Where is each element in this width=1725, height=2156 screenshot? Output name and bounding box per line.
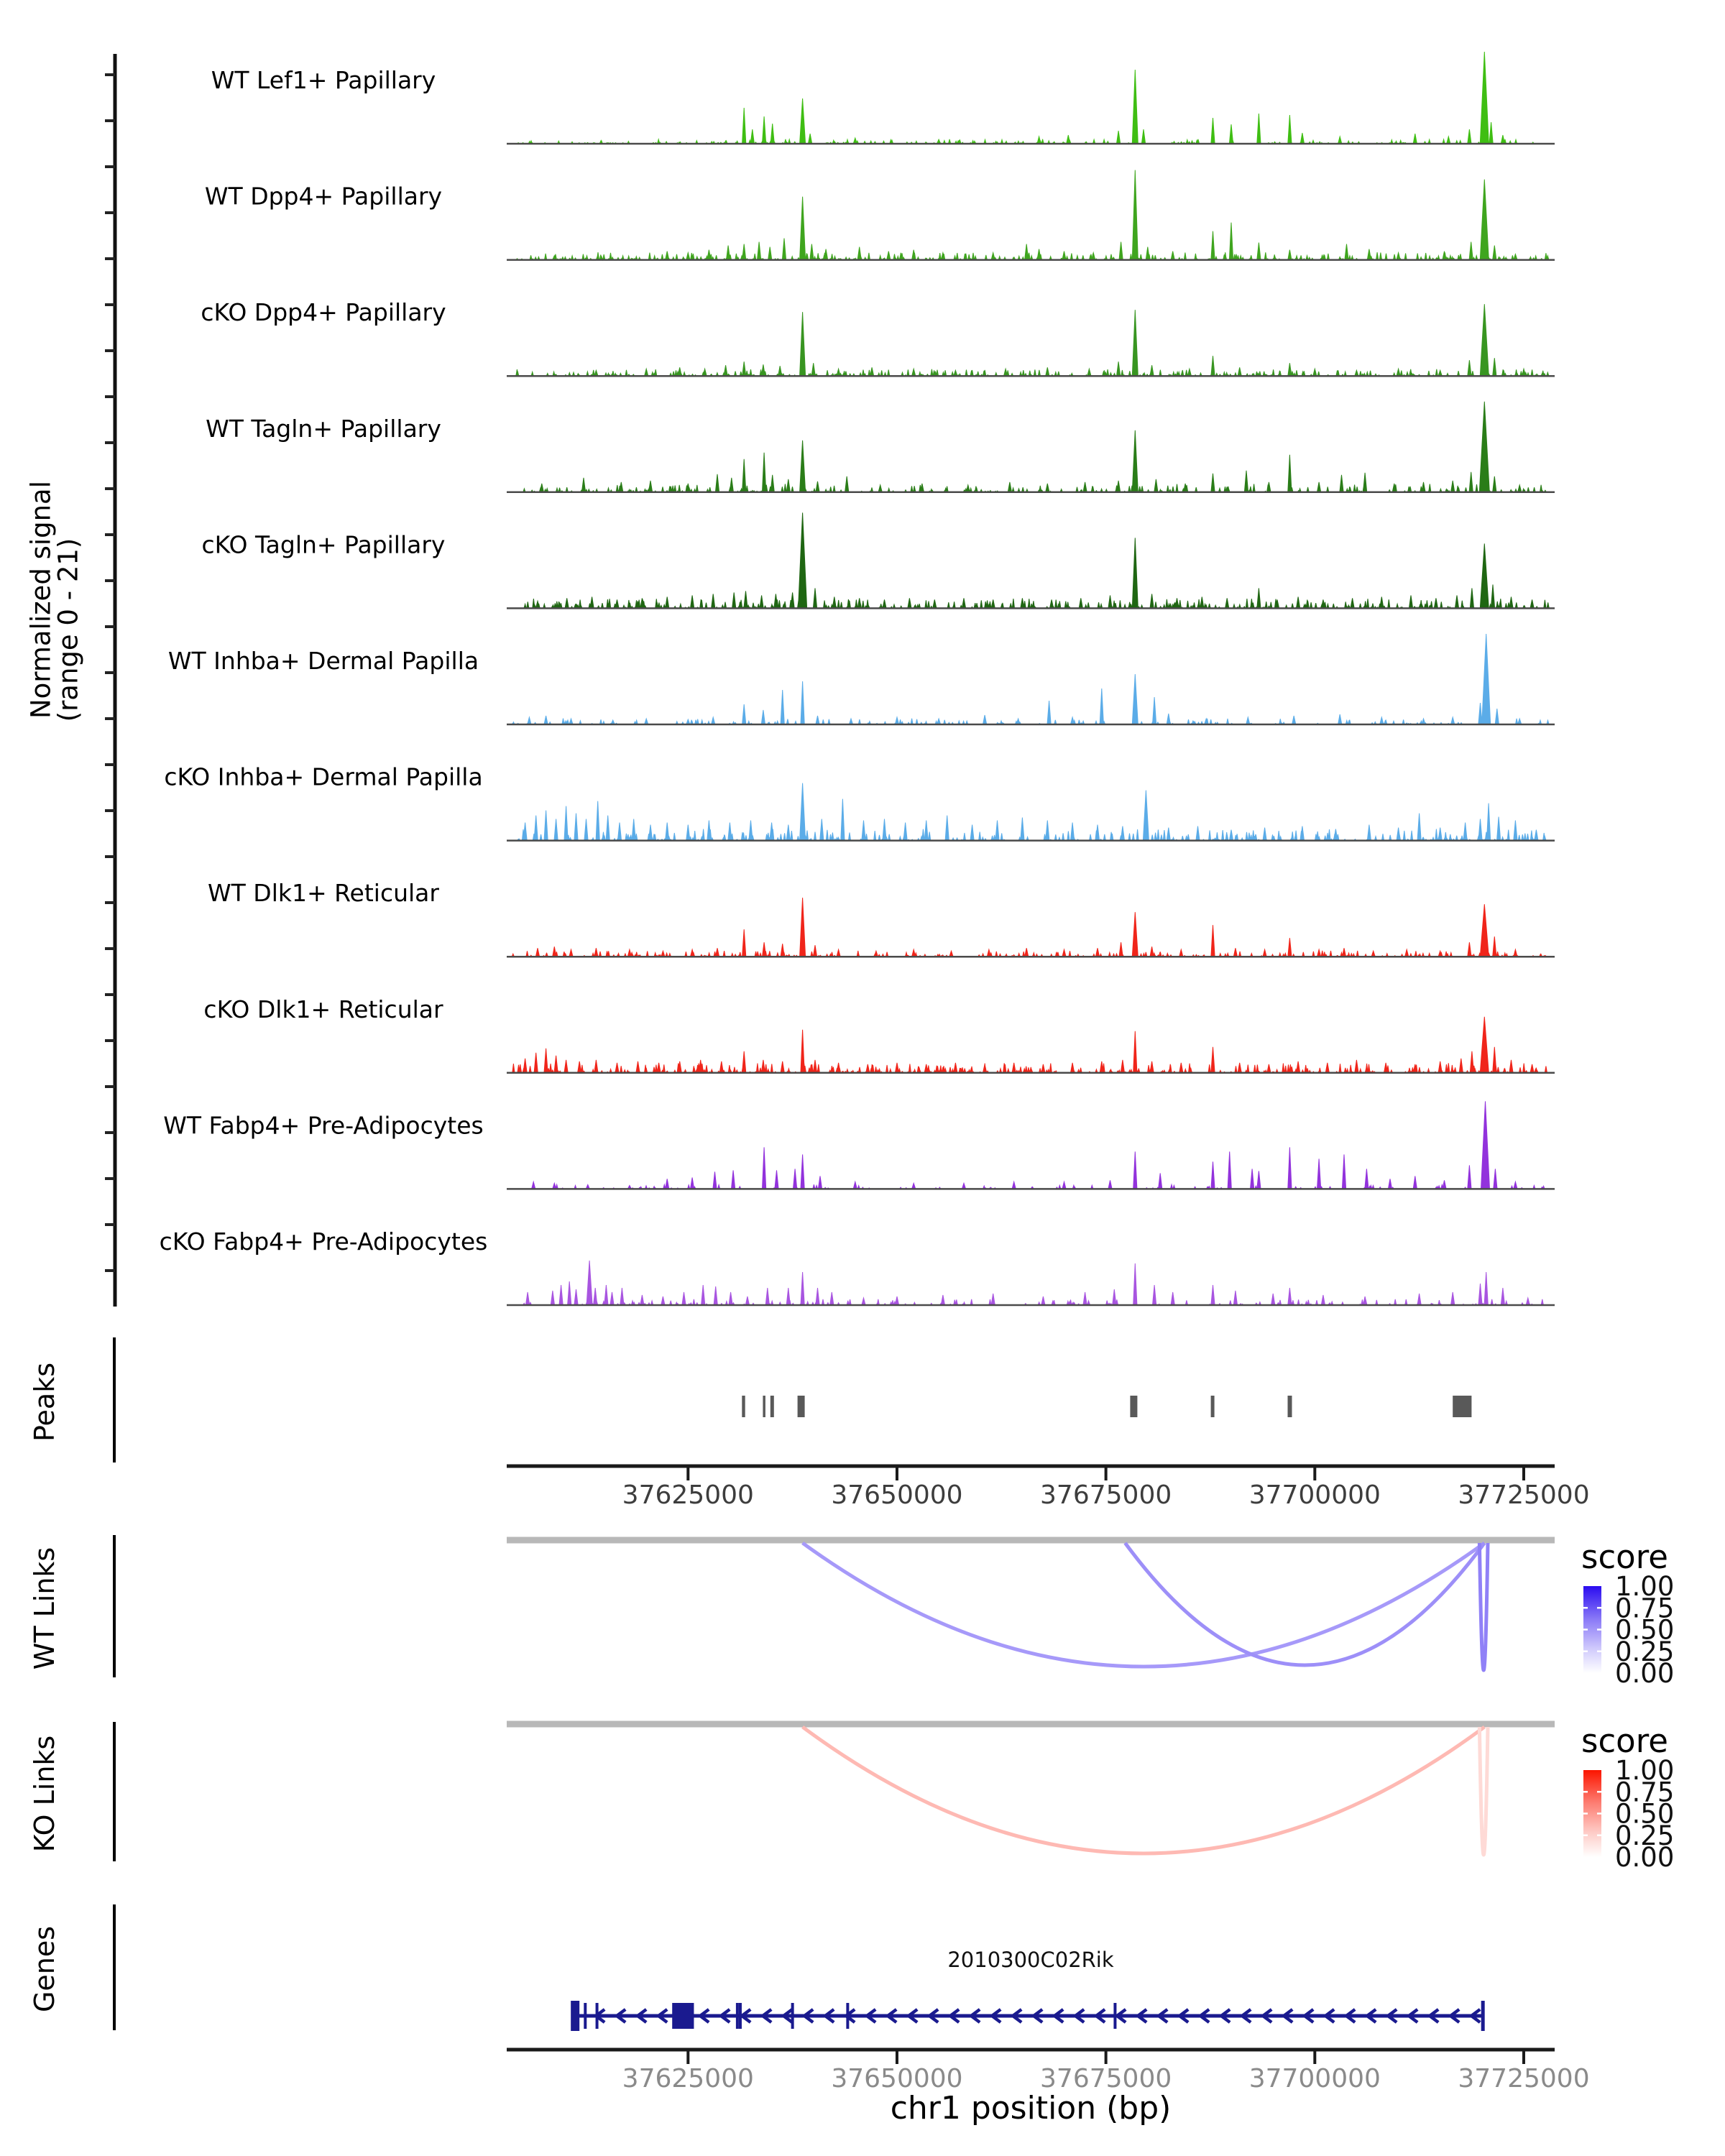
score-legend-value: 0.00 — [1615, 1658, 1675, 1689]
coverage-signal — [507, 304, 1555, 376]
signal-track — [160, 1227, 1555, 1305]
bottom-axis-tick-label: 37625000 — [622, 2064, 754, 2093]
score-legend-value: 0.00 — [1615, 1842, 1675, 1873]
coverage-signal — [507, 402, 1555, 492]
signal-track — [205, 170, 1555, 260]
exon-tick — [596, 2003, 599, 2029]
score-legend-value: 1.00 — [1615, 1571, 1675, 1602]
coverage-signal — [507, 52, 1555, 144]
section-axis-bracket — [113, 1722, 116, 1861]
section-axis-bracket — [113, 1904, 116, 2030]
coverage-signal — [507, 783, 1555, 841]
bottom-axis-tick-label: 37650000 — [831, 2064, 963, 2093]
track-label: WT Tagln+ Papillary — [206, 414, 441, 443]
peaks-axis-tick-label: 37700000 — [1248, 1480, 1381, 1510]
exon-tick — [584, 2003, 586, 2029]
signal-track — [164, 763, 1555, 841]
bottom-axis-tick-label: 37725000 — [1458, 2064, 1590, 2093]
exon-tick — [1113, 2003, 1116, 2029]
peak-interval — [1288, 1396, 1292, 1417]
peak-interval — [1211, 1396, 1215, 1417]
score-legend-value: 0.25 — [1615, 1820, 1675, 1851]
peak-interval — [1130, 1396, 1137, 1417]
track-label: cKO Dlk1+ Reticular — [203, 995, 443, 1023]
signal-track — [206, 402, 1555, 492]
section-label-peaks: Peaks — [29, 1362, 60, 1442]
track-label: WT Fabp4+ Pre-Adipocytes — [163, 1111, 484, 1140]
track-label: WT Dpp4+ Papillary — [204, 182, 443, 211]
wt-links-legend-title: score — [1581, 1538, 1668, 1576]
peak-interval — [1453, 1396, 1471, 1417]
track-label: WT Dlk1+ Reticular — [208, 879, 439, 908]
bottom-axis-tick-label: 37675000 — [1040, 2064, 1172, 2093]
peaks-axis-tick-label: 37650000 — [831, 1480, 963, 1510]
coverage-signal — [507, 170, 1555, 260]
signal-track — [211, 52, 1555, 144]
ko-links-legend-title: score — [1581, 1722, 1668, 1760]
coverage-signal — [507, 1017, 1555, 1073]
gene-name-label: 2010300C02Rik — [947, 1948, 1114, 1972]
track-label: WT Lef1+ Papillary — [211, 66, 436, 94]
signal-track — [208, 879, 1555, 957]
gene-start-bar — [571, 2001, 579, 2031]
coverage-signal — [507, 898, 1555, 957]
gene-end-bar — [1481, 2001, 1485, 2031]
coverage-signal — [507, 634, 1555, 724]
link-arc — [1479, 1543, 1488, 1670]
exon-tick — [846, 2003, 849, 2029]
score-legend-value: 0.50 — [1615, 1798, 1675, 1830]
track-label: cKO Tagln+ Papillary — [201, 530, 446, 559]
coverage-signal — [507, 512, 1555, 608]
score-legend-value: 0.25 — [1615, 1636, 1675, 1667]
x-axis-title: chr1 position (bp) — [890, 2090, 1172, 2127]
section-label-wt-links: WT Links — [29, 1547, 60, 1670]
score-legend-value: 1.00 — [1615, 1755, 1675, 1786]
link-arc — [1125, 1543, 1484, 1665]
signal-track — [203, 995, 1555, 1073]
peaks-axis-tick-label: 37725000 — [1458, 1480, 1590, 1510]
bottom-axis-tick-label: 37700000 — [1248, 2064, 1381, 2093]
exon-box — [672, 2003, 694, 2029]
coverage-signal — [507, 1101, 1555, 1189]
score-legend-value: 0.75 — [1615, 1593, 1675, 1624]
y-axis-label-line2: (range 0 - 21) — [52, 538, 84, 722]
section-axis-bracket — [113, 1535, 116, 1677]
section-label-ko-links: KO Links — [29, 1735, 60, 1853]
coverage-signal — [507, 1261, 1555, 1305]
link-arc — [803, 1727, 1485, 1853]
signal-track — [168, 634, 1555, 724]
section-axis-bracket — [113, 1337, 116, 1462]
track-label: cKO Inhba+ Dermal Papilla — [164, 763, 483, 791]
track-label: cKO Dpp4+ Papillary — [201, 298, 446, 327]
track-label: cKO Fabp4+ Pre-Adipocytes — [159, 1227, 488, 1256]
signal-track — [163, 1101, 1555, 1189]
gene-model — [571, 2001, 1485, 2031]
peak-interval — [763, 1396, 765, 1417]
track-label: WT Inhba+ Dermal Papilla — [167, 647, 479, 675]
exon-tick — [739, 2003, 742, 2029]
peak-interval — [798, 1396, 805, 1417]
signal-track — [202, 512, 1555, 608]
peaks-axis-tick-label: 37675000 — [1040, 1480, 1172, 1510]
peaks-axis-tick-label: 37625000 — [622, 1480, 754, 1510]
link-arc — [1479, 1727, 1488, 1855]
exon-tick — [791, 2003, 794, 2029]
exon-tick — [736, 2003, 739, 2029]
signal-track — [201, 298, 1555, 376]
score-legend-value: 0.75 — [1615, 1777, 1675, 1808]
y-axis-label-line1: Normalized signal — [25, 480, 57, 719]
score-legend-value: 0.50 — [1615, 1614, 1675, 1646]
section-label-genes: Genes — [29, 1925, 60, 2013]
link-arc — [803, 1543, 1485, 1667]
peak-interval — [742, 1396, 745, 1417]
peak-interval — [770, 1396, 774, 1417]
